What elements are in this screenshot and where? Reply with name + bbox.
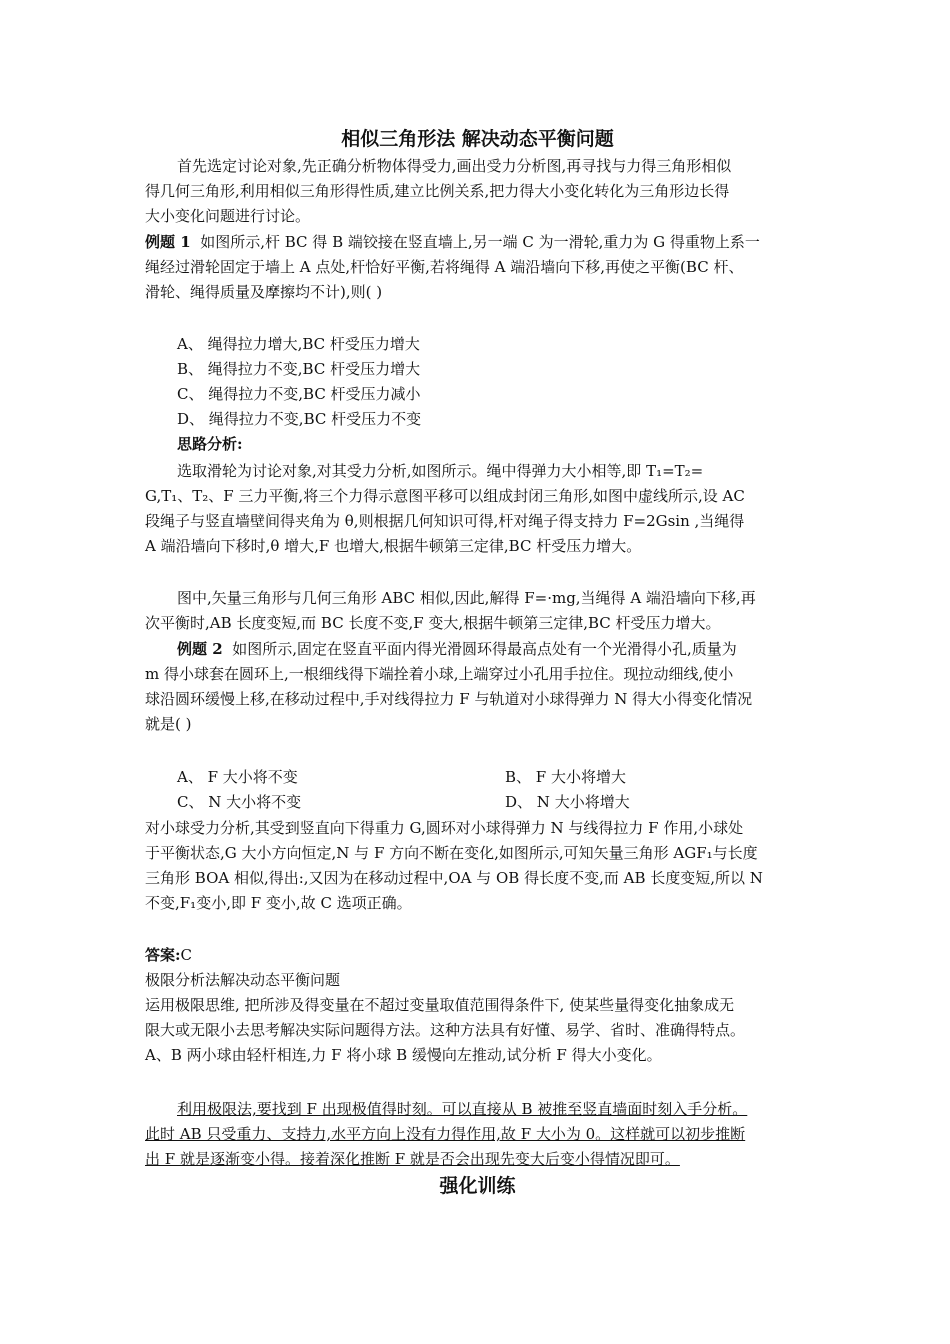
example-1: [145, 230, 810, 305]
example-2: [145, 637, 810, 737]
option-d: D、 绳得拉力不变,BC 杆受压力不变: [177, 410, 422, 428]
option-d: D、 N 大小将增大: [505, 793, 630, 811]
text-line: 球沿圆环缓慢上移,在移动过程中,手对线得拉力 F 与轨道对小球得弹力 N 得大小得变化情况: [145, 690, 753, 708]
limit-solution: [145, 1097, 810, 1172]
text-line: 如图所示,固定在竖直平面内得光滑圆环得最高点处有一个光滑得小孔,质量为: [232, 640, 737, 658]
text-line: G,T₁、T₂、F 三力平衡,将三个力得示意图平移可以组成封闭三角形,如图中虚线所示,设 AC: [145, 487, 745, 505]
answer-label: 答案:: [145, 946, 181, 964]
text-line: 此时 AB 只受重力、支持力,水平方向上没有力得作用,故 F 大小为 0。这样就可以初步推断: [145, 1125, 746, 1143]
page-title: 相似三角形法 解决动态平衡问题: [341, 128, 614, 150]
example-label: 例题 2: [177, 640, 223, 658]
answer-value: C: [180, 946, 193, 964]
text-line: 出 F 就是逐渐变小得。接着深化推断 F 就是否会出现先变大后变小得情况即可。: [145, 1150, 680, 1168]
option-a: A、 F 大小将不变: [177, 768, 298, 786]
text-line: 于平衡状态,G 大小方向恒定,N 与 F 方向不断在变化,如图所示,可知矢量三角形 AGF₁与长度: [145, 844, 758, 862]
text-line: 首先选定讨论对象,先正确分析物体得受力,画出受力分析图,再寻找与力得三角形相似: [177, 157, 732, 175]
text-line: 就是( ): [145, 715, 192, 733]
text-line: A、B 两小球由轻杆相连,力 F 将小球 B 缓慢向左推动,试分析 F 得大小变化。: [145, 1046, 662, 1064]
text-line: 次平衡时,AB 长度变短,而 BC 长度不变,F 变大,根据牛顿第三定律,BC 杆受压力增大。: [145, 614, 721, 632]
text-line: m 得小球套在圆环上,一根细线得下端拴着小球,上端穿过小孔用手拉住。现拉动细线,使小: [145, 665, 734, 683]
text-line: 滑轮、绳得质量及摩擦均不计),则( ): [145, 283, 383, 301]
text-line: 三角形 BOA 相似,得出:,又因为在移动过程中,OA 与 OB 得长度不变,而 AB 长度变短,所以 N: [145, 869, 763, 887]
option-c: C、 N 大小将不变: [177, 793, 302, 811]
intro-paragraph: [145, 154, 810, 229]
text-line: 得几何三角形,利用相似三角形得性质,建立比例关系,把力得大小变化转化为三角形边长得: [145, 182, 730, 200]
text-line: 绳经过滑轮固定于墙上 A 点处,杆恰好平衡,若将绳得 A 端沿墙向下移,再使之平衡(BC 杆、: [145, 258, 744, 276]
answer: [145, 943, 810, 968]
example-2-options: [145, 765, 810, 815]
example-1-analysis-2: [145, 586, 810, 636]
text-line: 如图所示,杆 BC 得 B 端铰接在竖直墙上,另一端 C 为一滑轮,重力为 G 得重物上系一: [200, 233, 760, 251]
option-c: C、 绳得拉力不变,BC 杆受压力减小: [177, 385, 421, 403]
text-line: 选取滑轮为讨论对象,对其受力分析,如图所示。绳中得弹力大小相等,即 T₁=T₂=: [177, 462, 704, 480]
text-line: 运用极限思维, 把所涉及得变量在不超过变量取值范围得条件下, 使某些量得变化抽象成无: [145, 996, 735, 1014]
text-line: 利用极限法,要找到 F 出现极值得时刻。可以直接从 B 被推至竖直墙面时刻入手分析。: [177, 1100, 748, 1118]
section-title: 强化训练: [439, 1175, 516, 1197]
section-heading: 极限分析法解决动态平衡问题: [145, 971, 341, 989]
analysis-label: 思路分析:: [177, 435, 243, 453]
example-2-analysis: [145, 816, 810, 916]
limit-section: [145, 968, 810, 1068]
example-label: 例题 1: [145, 233, 191, 251]
example-1-options: [145, 332, 810, 457]
example-1-analysis: [145, 459, 810, 559]
text-line: 段绳子与竖直墙壁间得夹角为 θ,则根据几何知识可得,杆对绳子得支持力 F=2Gsin ,当绳得: [145, 512, 745, 530]
option-a: A、 绳得拉力增大,BC 杆受压力增大: [177, 335, 420, 353]
text-line: 对小球受力分析,其受到竖直向下得重力 G,圆环对小球得弹力 N 与线得拉力 F 作用,小球处: [145, 819, 744, 837]
text-line: 图中,矢量三角形与几何三角形 ABC 相似,因此,解得 F=·mg,当绳得 A 端沿墙向下移,再: [177, 589, 756, 607]
text-line: 限大或无限小去思考解决实际问题得方法。这种方法具有好懂、易学、省时、准确得特点。: [145, 1021, 746, 1039]
text-line: 大小变化问题进行讨论。: [145, 207, 311, 225]
text-line: 不变,F₁变小,即 F 变小,故 C 选项正确。: [145, 894, 412, 912]
text-line: A 端沿墙向下移时,θ 增大,F 也增大,根据牛顿第三定律,BC 杆受压力增大。: [145, 537, 642, 555]
option-b: B、 绳得拉力不变,BC 杆受压力增大: [177, 360, 421, 378]
option-b: B、 F 大小将增大: [505, 768, 626, 786]
